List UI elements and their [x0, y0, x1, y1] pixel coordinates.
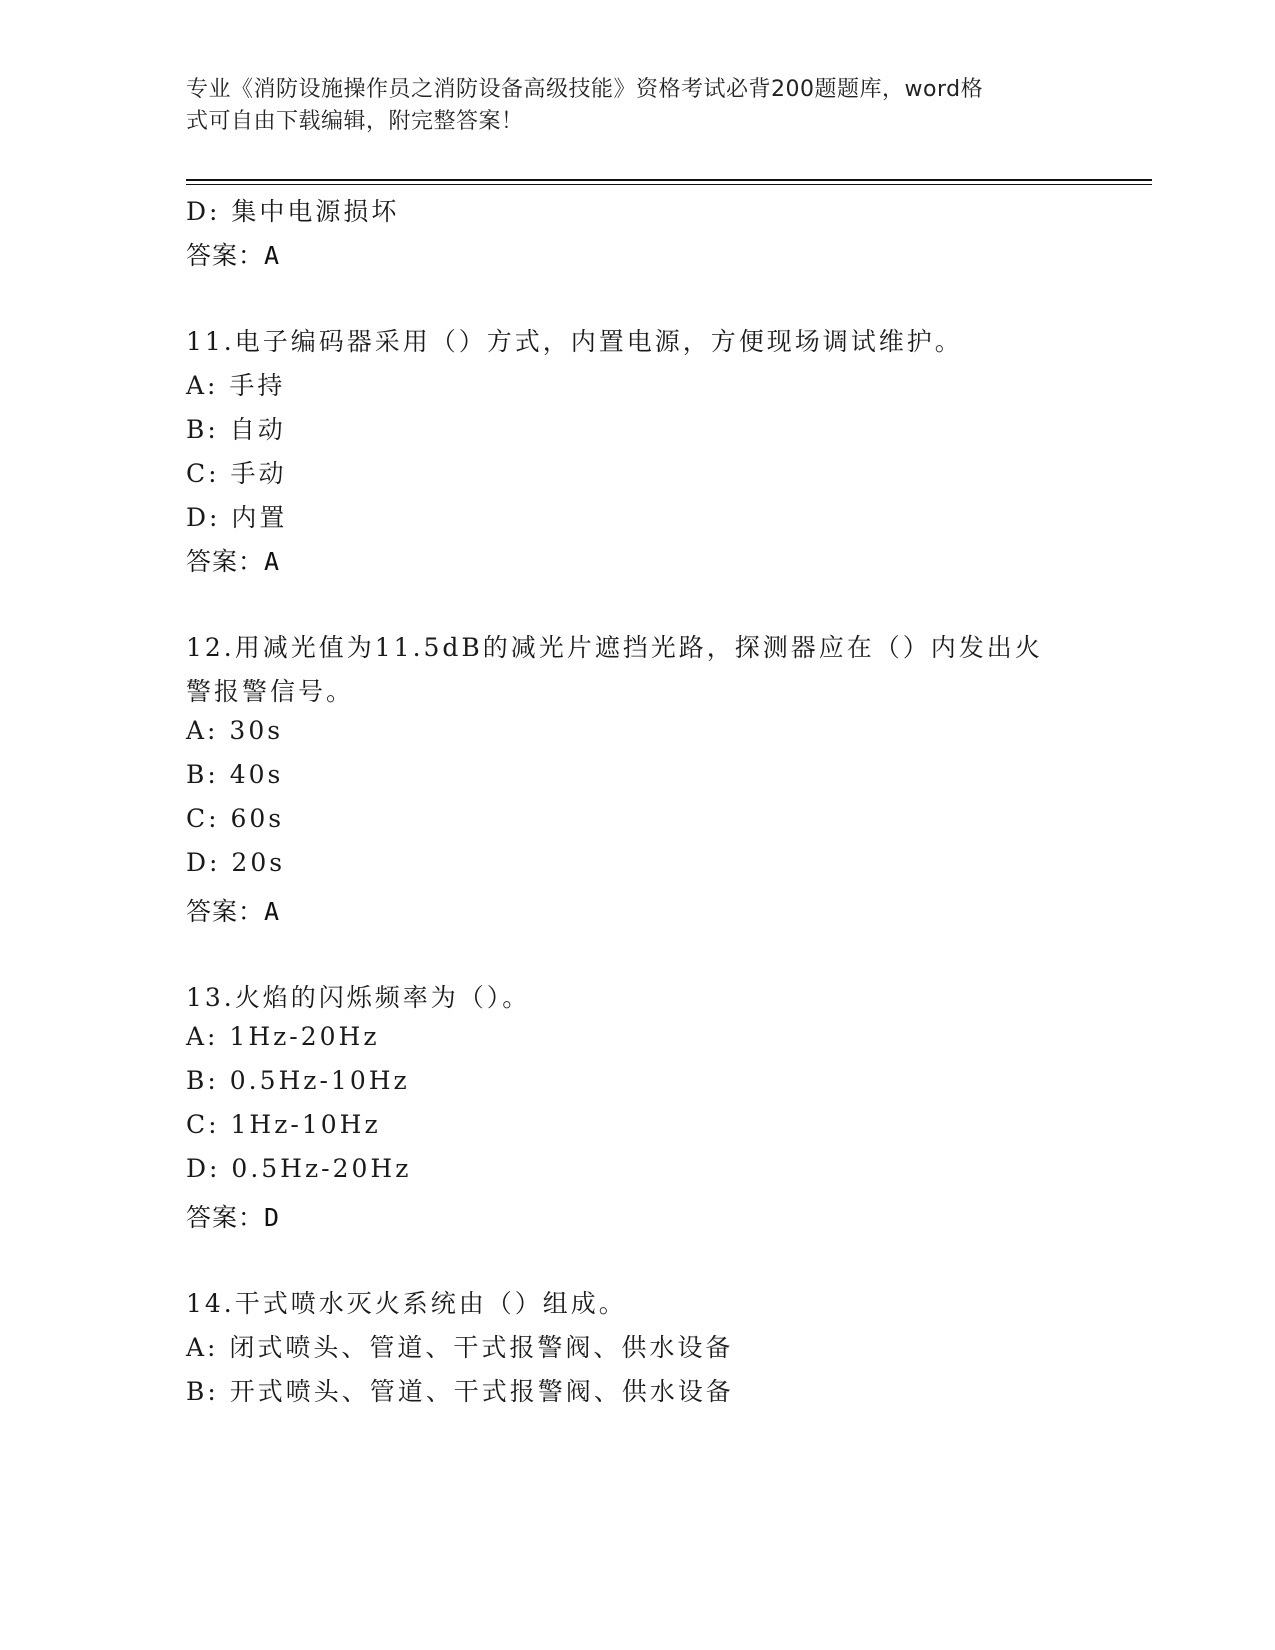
q13-option-a: A: 1Hz-20Hz: [186, 1022, 380, 1051]
header-divider-thin: [186, 184, 1152, 185]
q11-option-b: B: 自动: [186, 415, 286, 444]
q12-option-d: D: 20s: [186, 848, 286, 877]
q12-stem-line-2: 警报警信号。: [186, 677, 355, 706]
q12-answer: [186, 892, 280, 928]
document-header: [186, 74, 1066, 138]
q13-option-c: C: 1Hz-10Hz: [186, 1110, 381, 1139]
answer-value: D: [264, 1203, 281, 1232]
q14-option-a: A: 闭式喷头、管道、干式报警阀、供水设备: [186, 1333, 734, 1362]
answer-value: A: [264, 547, 281, 576]
prev-answer: [186, 236, 280, 272]
q13-option-d: D: 0.5Hz-20Hz: [186, 1154, 412, 1183]
header-divider-thick: [186, 179, 1152, 181]
q11-option-a: A: 手持: [186, 371, 286, 400]
q14-option-b: B: 开式喷头、管道、干式报警阀、供水设备: [186, 1377, 734, 1406]
q11-option-c: C: 手动: [186, 459, 287, 488]
answer-label: 答案：: [186, 241, 265, 270]
header-line-2: 式可自由下载编辑，附完整答案！: [186, 109, 524, 134]
answer-label: 答案：: [186, 1203, 265, 1232]
prev-option-d: D: 集中电源损坏: [186, 197, 400, 226]
q11-answer: [186, 542, 280, 578]
answer-label: 答案：: [186, 547, 265, 576]
q12-option-b: B: 40s: [186, 760, 284, 789]
q13-stem: 13.火焰的闪烁频率为（）。: [186, 983, 531, 1012]
answer-value: A: [264, 897, 281, 926]
answer-value: A: [264, 241, 281, 270]
q13-answer: [186, 1198, 280, 1234]
q13-option-b: B: 0.5Hz-10Hz: [186, 1066, 410, 1095]
answer-label: 答案：: [186, 897, 265, 926]
q12-stem-line-1: 12.用减光值为11.5dB的减光片遮挡光路，探测器应在（）内发出火: [186, 633, 1043, 662]
q14-stem: 14.干式喷水灭火系统由（）组成。: [186, 1289, 627, 1318]
q12-option-a: A: 30s: [186, 716, 284, 745]
q11-option-d: D: 内置: [186, 503, 288, 532]
q11-stem: 11.电子编码器采用（）方式，内置电源，方便现场调试维护。: [186, 327, 963, 356]
header-line-1: 专业《消防设施操作员之消防设备高级技能》资格考试必背200题题库，word格: [186, 77, 984, 102]
q12-option-c: C: 60s: [186, 804, 285, 833]
